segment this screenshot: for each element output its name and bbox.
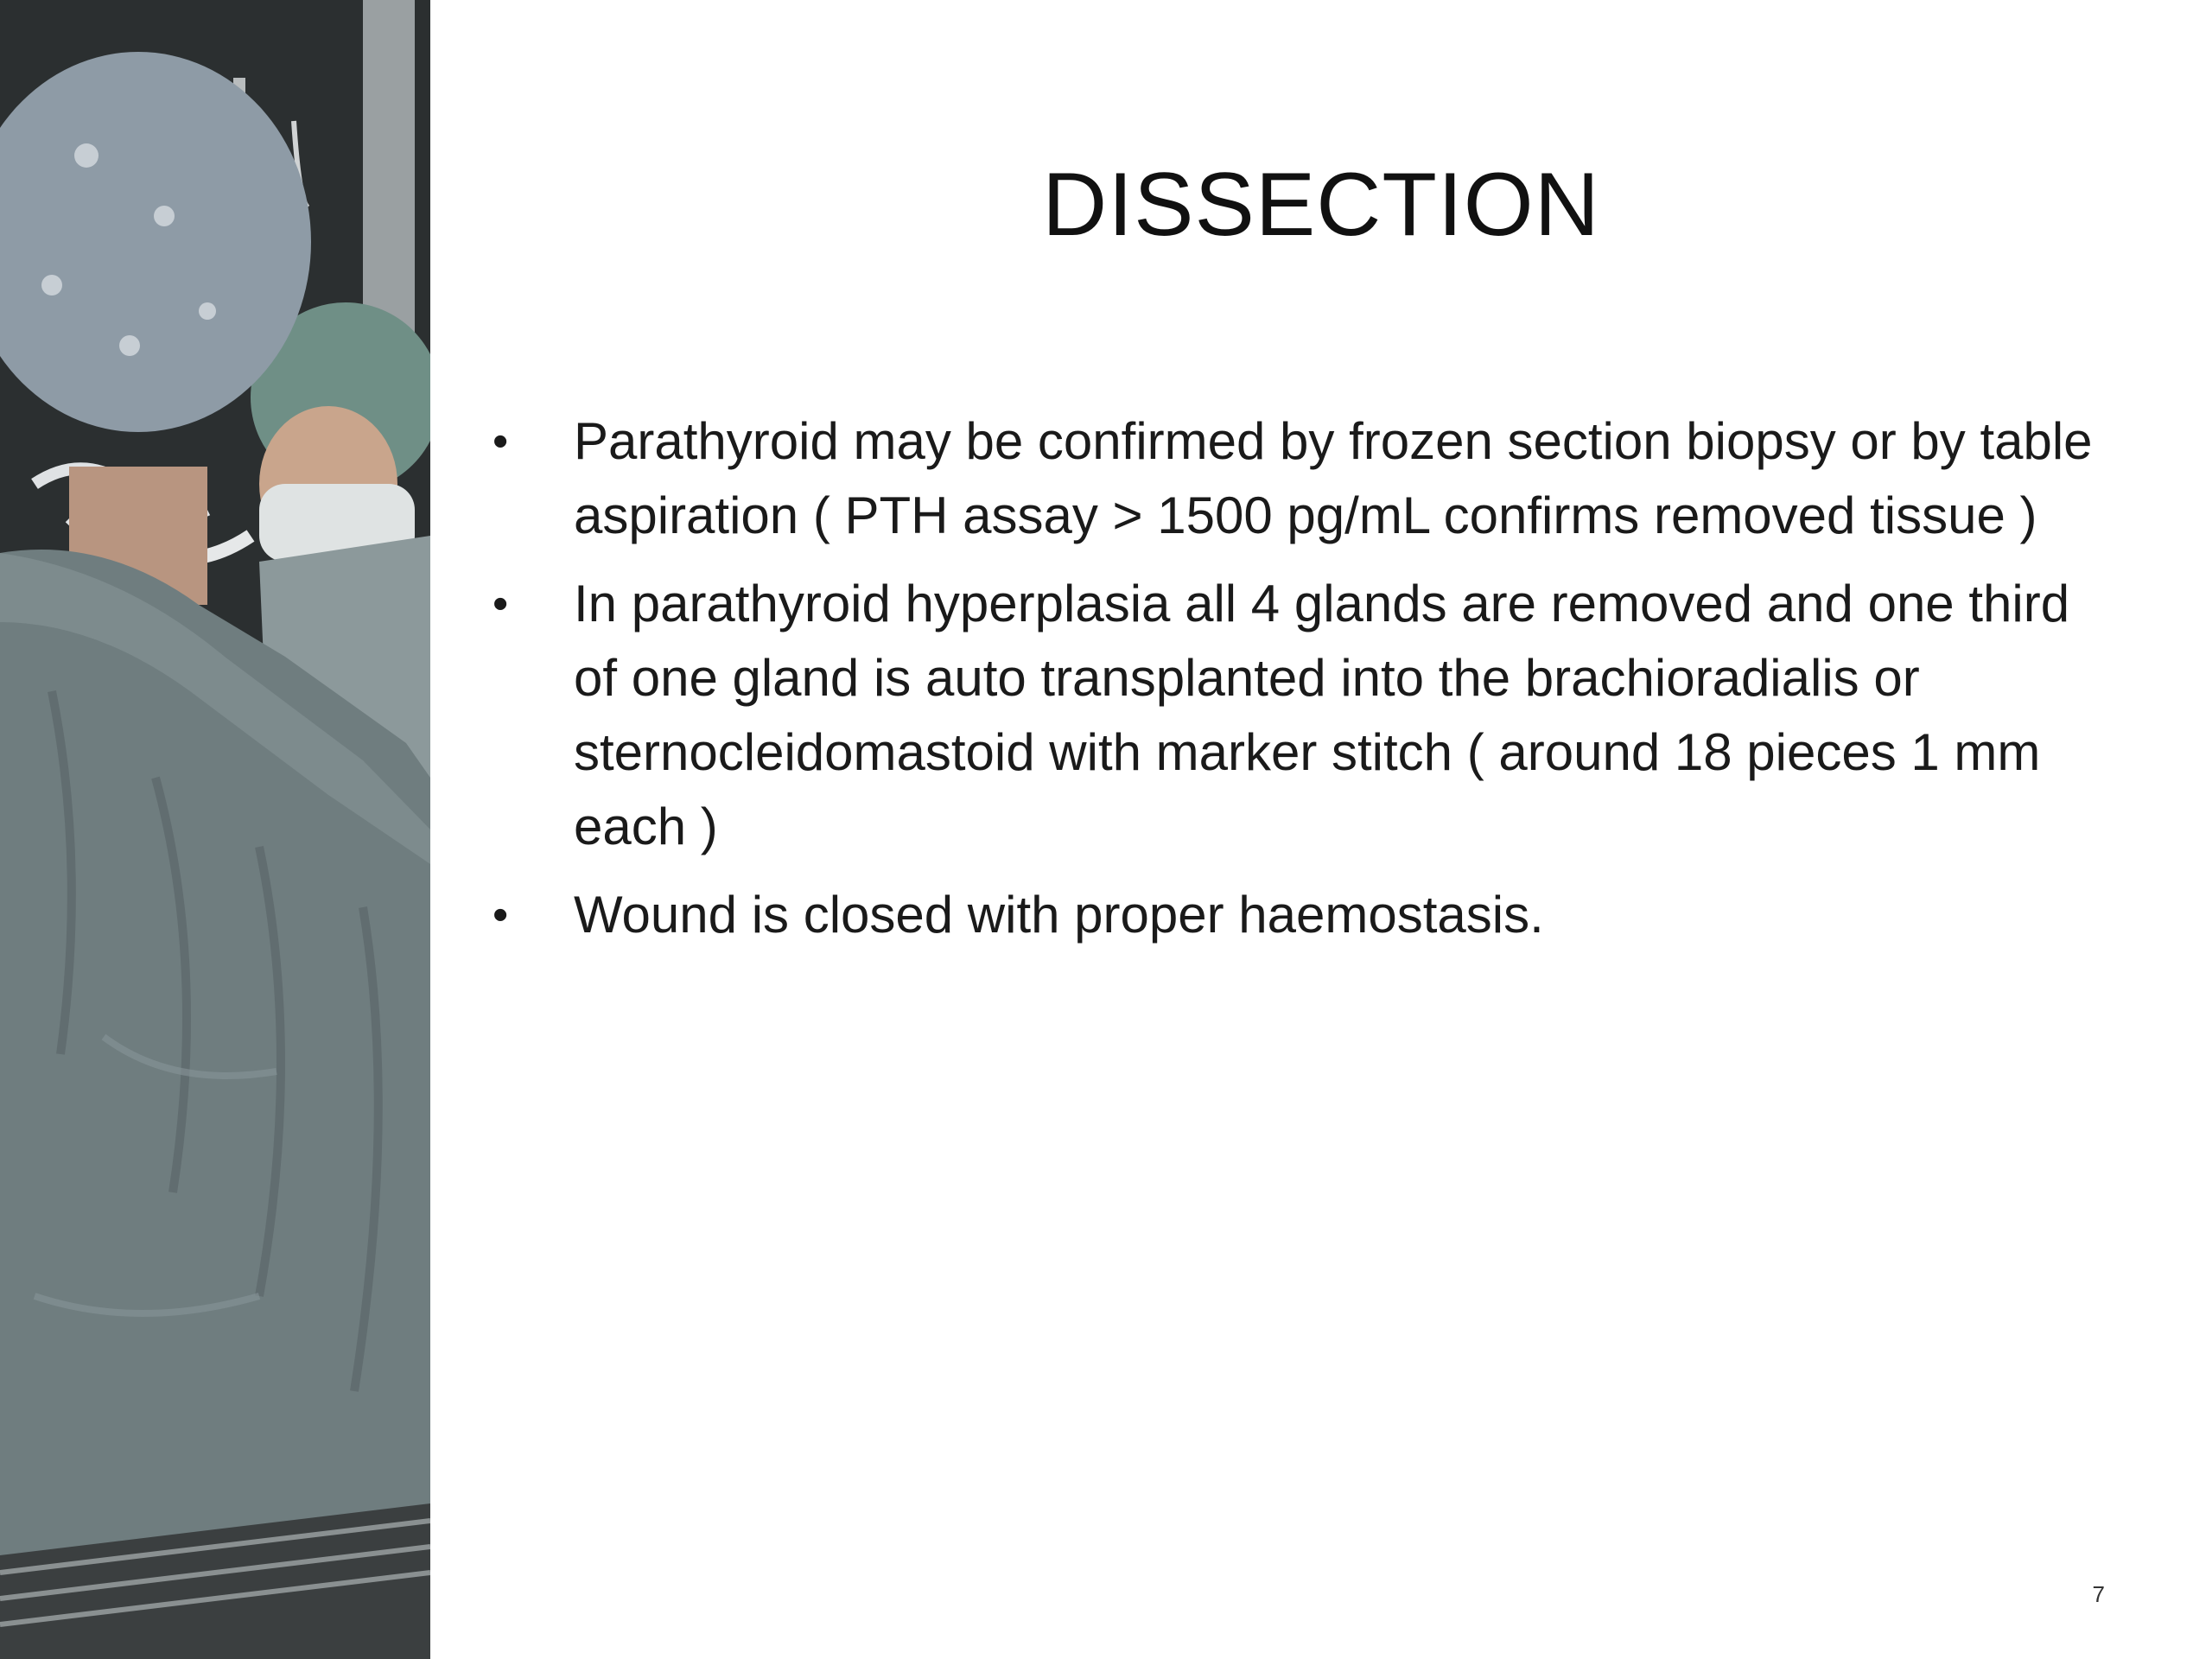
bullet-icon: • [493,890,509,940]
bullet-item [484,878,2108,952]
bullet-text: Wound is closed with proper haemostasis. [574,886,1544,944]
bullet-list [484,404,2108,966]
surgeons-photo-icon [0,0,430,1659]
slide-title: DISSECTION [1042,155,1600,255]
bullet-text: Parathyroid may be confirmed by frozen section biopsy or by table aspiration ( PTH assay > 1500 pg/mL confirms removed tissue ) [574,412,2093,544]
bullet-icon: • [493,579,509,629]
bullet-item [484,404,2108,553]
bullet-icon: • [493,416,509,467]
bullet-item [484,567,2108,864]
bullet-text: In parathyroid hyperplasia all 4 glands are removed and one third of one gland is auto transplanted into the brachioradialis or sternocleidomastoid with marker stitch ( around 18 pieces 1 mm each ) [574,575,2070,855]
page-number: 7 [2092,1581,2105,1607]
